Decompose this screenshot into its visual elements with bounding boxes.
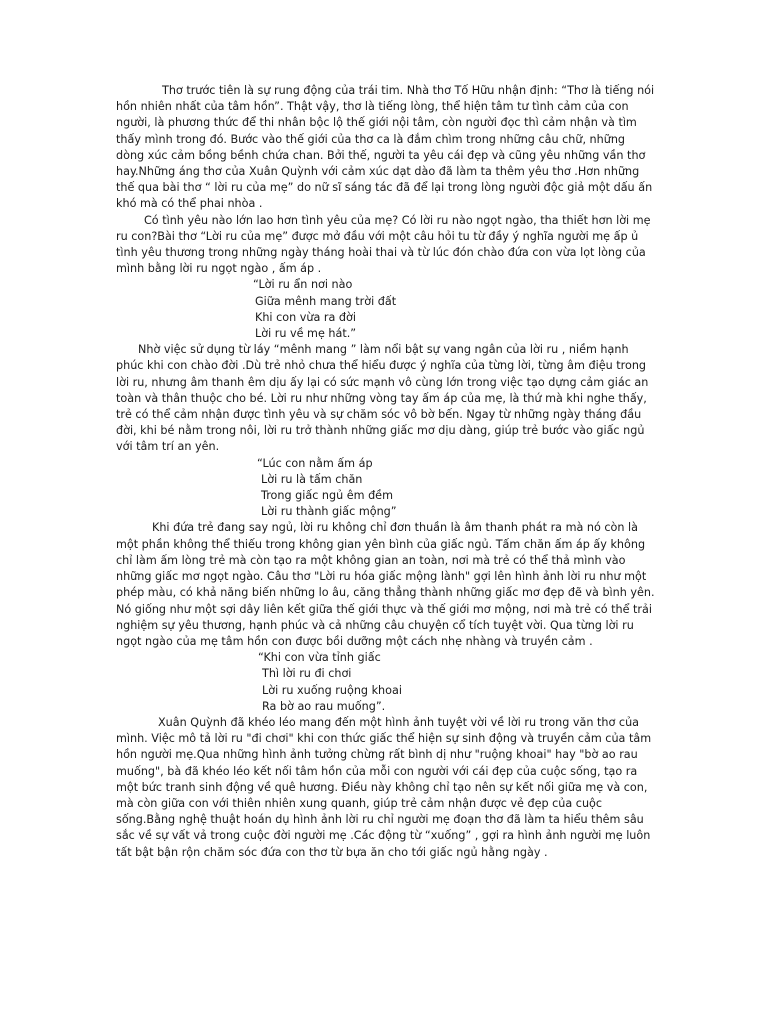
poem-stanza-3 [116,650,656,715]
poem-line: Lời ru là tấm chăn [261,472,363,486]
paragraph-intro: Thơ trước tiên là sự rung động của trái tim. Nhà thơ Tố Hữu nhận định: “Thơ là tiếng nói hồn nhiên nhất của tâm hồn”. Thật vậy, thơ là tiếng lòng, thể hiện tâm tư tình cảm của con người, là phương thức để thi nhân bộc lộ thế giới nội tâm, còn người đọc thì cảm nhận và tìm thấy mình trong đó. Bước vào thế giới của thơ ca là đắm chìm trong những câu chữ, những dòng xúc cảm bồng bềnh chứa chan. Bởi thế, người ta yêu cái đẹp và cũng yêu những vần thơ hay.Những áng thơ của Xuân Quỳnh với cảm xúc dạt dào đã làm ta thêm yêu thơ .Hơn những thế qua bài thơ “ lời ru của mẹ” do nữ sĩ sáng tác đã để lại trong lòng người độc giả một dấu ấn khó mà có thể phai nhòa . [116,84,655,211]
paragraph-conclusion: Xuân Quỳnh đã khéo léo mang đến một hình ảnh tuyệt vời về lời ru trong văn thơ của mình. Việc mô tả lời ru "đi chơi" khi con thức giấc thể hiện sự sinh động và truyền cảm của tâm hồn người mẹ.Qua những hình ảnh tưởng chừng rất bình dị như "ruộng khoai" hay "bờ ao rau muống", bà đã khéo léo kết nối tâm hồn của mỗi con người với cái đẹp của cuộc sống, tạo ra một bức tranh sinh động về quê hương. Điều này không chỉ tạo nên sự kết nối giữa mẹ và con, mà còn giữa con với thiên nhiên xung quanh, giúp trẻ cảm nhận được vẻ đẹp của cuộc sống.Bằng nghệ thuật hoán dụ hình ảnh lời ru chỉ người mẹ đoạn thơ đã làm ta hiểu thêm sâu sắc về sự vất vả trong cuộc đời người mẹ .Các động từ “xuống” , gợi ra hình ảnh người mẹ luôn tất bật bận rộn chăm sóc đứa con thơ từ bựa ăn cho tới giấc ngủ hằng ngày . [116,715,652,859]
poem-stanza-2 [116,456,656,521]
poem-line: Khi con vừa ra đời [255,310,356,324]
poem-line: Lời ru thành giấc mộng” [261,505,397,519]
poem-line: Lời ru xuống ruộng khoai [262,683,402,697]
paragraph-sleep-analysis: Khi đứa trẻ đang say ngủ, lời ru không chỉ đơn thuần là âm thanh phát ra mà nó còn là một phần không thể thiếu trong không gian yên bình của giấc ngủ. Tấm chăn ấm áp ấy không chỉ làm ấm lòng trẻ mà còn tạo ra một không gian an toàn, nơi mà trẻ có thể thả mình vào những giấc mơ ngọt ngào. Câu thơ "Lời ru hóa giấc mộng lành" gợi lên hình ảnh lời ru như một phép màu, có khả năng biến những lo âu, căng thẳng thành những giấc mơ đẹp đẽ và bình yên. Nó giống như một sợi dây liên kết giữa thế giới thực và thế giới mơ mộng, nơi mà trẻ có thể trải nghiệm sự yêu thương, hạnh phúc và cả những câu chuyện cổ tích tuyệt vời. Qua từng lời ru ngọt ngào của mẹ tâm hồn con được bồi dưỡng một cách nhẹ nhàng và truyền cảm . [116,521,655,648]
poem-line: “Lúc con nằm ấm áp [257,456,373,470]
poem-line: Ra bờ ao rau muống”. [262,699,386,713]
poem-line: Giữa mênh mang trời đất [255,294,397,308]
poem-line: “Khi con vừa tỉnh giấc [258,651,381,665]
poem-line: “Lời ru ẩn nơi nào [253,278,353,292]
document-body [116,83,656,861]
poem-line: Trong giấc ngủ êm đềm [261,489,393,503]
poem-stanza-1 [116,277,656,342]
paragraph-lullaby-analysis: Nhờ việc sử dụng từ láy “mênh mang ” làm nổi bật sự vang ngân của lời ru , niềm hạnh phúc khi con chào đời .Dù trẻ nhỏ chưa thể hiểu được ý nghĩa của từng lời, từng âm điệu trong lời ru, nhưng âm thanh êm dịu ấy lại có sức mạnh vô cùng lớn trong việc tạo dựng cảm giác an toàn và thân thuộc cho bé. Lời ru như những vòng tay ấm áp của mẹ, là thứ mà khi nghe thấy, trẻ có thể cảm nhận được tình yêu và sự chăm sóc vô bờ bến. Ngay từ những ngày tháng đầu đời, khi bé nằm trong nôi, lời ru trở thành những giấc mơ dịu dàng, giúp trẻ bước vào giấc ngủ với tâm trí an yên. [116,343,649,454]
paragraph-mother-love: Có tình yêu nào lớn lao hơn tình yêu của mẹ? Có lời ru nào ngọt ngào, tha thiết hơn lời mẹ ru con?Bài thơ “Lời ru của mẹ” được mở đầu với một câu hỏi tu từ đầy ý nghĩa người mẹ ấp ủ tình yêu thương trong những ngày tháng hoài thai và từ lúc đón chào đứa con vừa lọt lòng của mình bằng lời ru ngọt ngào , ấm áp . [116,213,651,276]
poem-line: Thì lời ru đi chơi [262,667,352,681]
poem-line: Lời ru về mẹ hát.” [255,327,357,341]
